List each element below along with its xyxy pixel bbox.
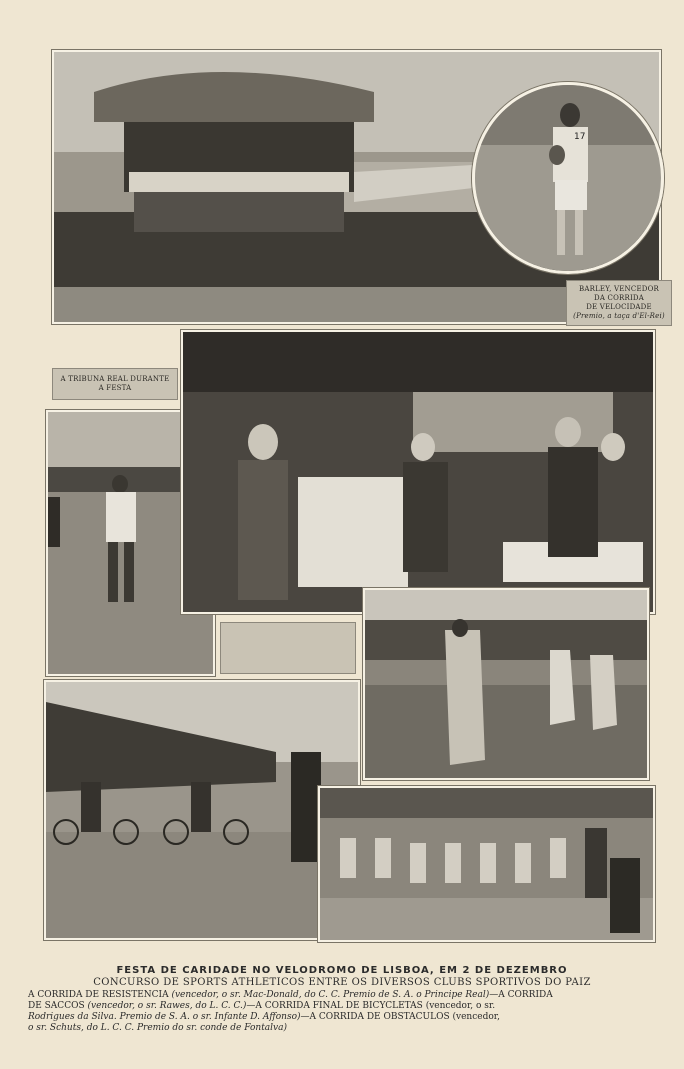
footer-line-b: (vencedor, o sr. Rawes, do L. C. C.)	[87, 1001, 247, 1011]
footer-line-b: (vencedor, o sr. Mac-Donald, do C. C. Premio de S. A. o Principe Real)	[171, 990, 490, 1000]
caption-buffet	[220, 622, 356, 674]
photo-buffet	[181, 330, 655, 614]
footer-line-c: —A CORRIDA DE OBSTACULOS (vencedor,	[300, 1012, 500, 1022]
footer-line-a: A CORRIDA DE RESISTENCIA	[28, 990, 172, 1000]
caption-tribuna-line2: A FESTA	[98, 384, 132, 392]
footer-line	[28, 1023, 662, 1034]
caption-barley-line3: DE VELOCIDADE	[586, 303, 652, 311]
footer-line	[28, 1012, 662, 1023]
footer-details	[22, 990, 662, 1034]
caption-barley-line2: DA CORRIDA	[594, 294, 644, 302]
footer-title: FESTA DE CARIDADE NO VELODROMO DE LISBOA, EM 2 DE DEZEMBRO	[116, 965, 568, 976]
runner-number: 17	[574, 132, 586, 142]
caption-tribuna-line1: A TRIBUNA REAL DURANTE	[60, 375, 170, 383]
footer-line	[28, 990, 662, 1001]
photo-barley-portrait	[472, 82, 664, 274]
footer-line-c: —A CORRIDA FINAL DE BICYCLETAS (vencedor, o sr.	[246, 1001, 496, 1011]
footer-caption	[22, 965, 662, 1034]
footer-line-c: —A CORRIDA	[489, 990, 553, 1000]
photo-bicycles	[44, 680, 360, 940]
photo-obstacle-race	[318, 786, 655, 942]
caption-tribuna	[52, 368, 178, 400]
caption-barley-line4: (Premio, a taça d'El-Rei)	[573, 312, 665, 320]
footer-line	[28, 1001, 662, 1012]
caption-barley	[566, 280, 672, 326]
caption-barley-line1: BARLEY, VENCEDOR	[579, 285, 659, 293]
photo-sack-race	[363, 588, 649, 780]
footer-line-b: o sr. Schuts, do L. C. C. Premio do sr. conde de Fontalva)	[28, 1023, 288, 1033]
footer-line-b: Rodrigues da Silva. Premio de S. A. o sr. Infante D. Affonso)	[28, 1012, 301, 1022]
footer-subtitle: CONCURSO DE SPORTS ATHLETICOS ENTRE OS DIVERSOS CLUBS SPORTIVOS DO PAIZ	[93, 977, 591, 988]
footer-line-a: DE SACCOS	[28, 1001, 88, 1011]
